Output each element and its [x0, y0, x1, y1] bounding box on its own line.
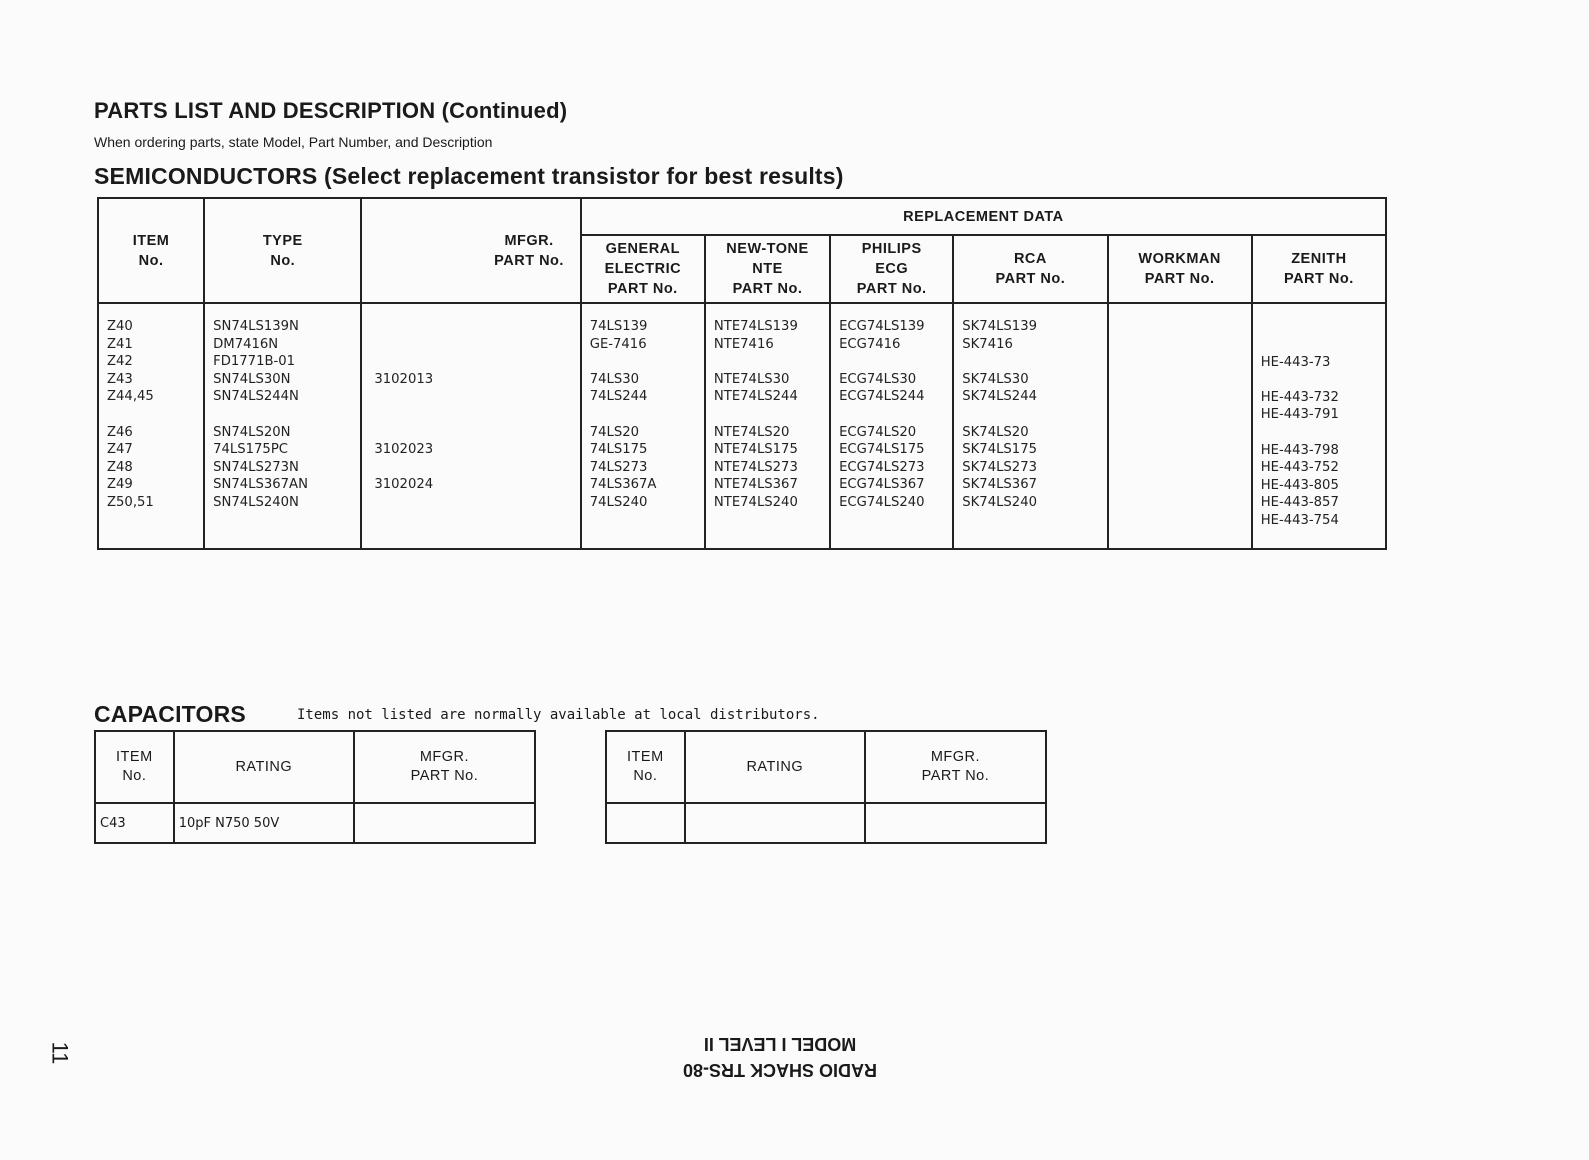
cap-right-header-item: ITEM No. — [606, 731, 685, 803]
workman-column — [1108, 303, 1252, 549]
semiconductors-title: SEMICONDUCTORS (Select replacement transistor for best results) — [94, 163, 844, 189]
cap-rating-cell — [685, 803, 865, 843]
cell-type: SN74LS20N — [213, 424, 291, 440]
zenith-column — [1252, 303, 1386, 549]
cell-ecg: ECG74LS240 — [839, 494, 925, 510]
cell-zenith: HE-443-73 — [1260, 354, 1331, 370]
cap-left-header-item: ITEM No. — [95, 731, 174, 803]
cell-ecg: ECG74LS20 — [839, 424, 917, 440]
cell-nte: NTE74LS30 — [713, 371, 790, 387]
cell-type: SN74LS273N — [213, 459, 299, 475]
cell-rca: SK74LS367 — [962, 477, 1037, 493]
ecg-column — [830, 303, 953, 549]
capacitors-note: Items not listed are normally available at local distributors. — [297, 707, 820, 723]
cell-ge: 74LS240 — [589, 494, 648, 510]
cell-item — [107, 406, 203, 424]
rca-column — [953, 303, 1107, 549]
cell-type: DM7416N — [213, 336, 279, 352]
cap-item-cell: C43 — [95, 803, 174, 843]
cell-ge: 74LS175 — [589, 442, 648, 458]
cell-mfgr — [374, 494, 579, 512]
cell-nte: NTE7416 — [713, 336, 774, 352]
col-header-rca: RCA PART No. — [953, 235, 1107, 303]
cell-ge: 74LS30 — [589, 371, 639, 387]
cell-nte: NTE74LS240 — [713, 494, 798, 510]
cell-type: SN74LS30N — [213, 371, 291, 387]
cell-rca — [962, 353, 1106, 371]
cell-ecg: ECG7416 — [839, 336, 901, 352]
capacitors-table-left — [94, 730, 536, 844]
cell-ge — [590, 353, 704, 371]
cell-workman — [1117, 494, 1251, 512]
cap-right-header-rating: RATING — [685, 731, 865, 803]
capacitors-title: CAPACITORS — [94, 701, 246, 727]
cell-workman — [1117, 441, 1251, 459]
cell-workman — [1117, 424, 1251, 442]
cell-nte: NTE74LS244 — [713, 389, 798, 405]
cell-workman — [1117, 318, 1251, 336]
cell-type: SN74LS367AN — [213, 477, 308, 493]
cell-item: Z44,45 — [107, 389, 154, 405]
replacement-data-header: REPLACEMENT DATA — [581, 198, 1386, 235]
cell-zenith — [1261, 371, 1385, 389]
col-header-ecg: PHILIPS ECG PART No. — [830, 235, 953, 303]
cell-zenith: HE-443-754 — [1260, 512, 1339, 528]
capacitors-table-right — [605, 730, 1047, 844]
cell-nte: NTE74LS273 — [713, 459, 798, 475]
footer-brand: RADIO SHACK TRS-80 — [682, 1060, 878, 1080]
cell-mfgr — [374, 459, 579, 477]
cell-type: SN74LS244N — [213, 389, 299, 405]
cell-rca — [962, 406, 1106, 424]
cell-mfgr: 3102024 — [374, 477, 434, 493]
semiconductors-table — [97, 197, 1387, 550]
col-header-zenith: ZENITH PART No. — [1252, 235, 1386, 303]
cell-ge: GE-7416 — [589, 336, 647, 352]
cap-left-header-mfgr: MFGR. PART No. — [354, 731, 535, 803]
cap-item-cell — [606, 803, 685, 843]
cap-mfgr-cell — [865, 803, 1046, 843]
table-row — [95, 803, 535, 843]
item-column — [98, 303, 204, 549]
footer-model: MODEL I LEVEL II — [703, 1034, 857, 1054]
cell-nte: NTE74LS367 — [713, 477, 798, 493]
cell-workman — [1117, 388, 1251, 406]
cell-item: Z42 — [107, 354, 133, 370]
cell-type: SN74LS139N — [213, 319, 299, 334]
cell-ge: 74LS273 — [589, 459, 648, 475]
page-title: PARTS LIST AND DESCRIPTION (Continued) — [94, 98, 568, 123]
cell-rca: SK74LS30 — [962, 371, 1029, 387]
cell-nte — [714, 353, 829, 371]
cell-rca: SK74LS244 — [962, 389, 1037, 405]
cell-ge: 74LS367A — [589, 477, 657, 493]
cell-workman — [1117, 336, 1251, 354]
cell-workman — [1117, 371, 1251, 389]
cap-right-header-mfgr: MFGR. PART No. — [865, 731, 1046, 803]
cell-item: Z47 — [107, 442, 133, 458]
cell-zenith: HE-443-791 — [1260, 407, 1339, 423]
ordering-instruction: When ordering parts, state Model, Part Number, and Description — [94, 134, 493, 150]
col-header-mfgr: MFGR. PART No. — [361, 198, 580, 303]
cell-ecg: ECG74LS244 — [839, 389, 925, 405]
cell-workman — [1117, 459, 1251, 477]
cell-ecg: ECG74LS273 — [839, 459, 925, 475]
table-row — [606, 803, 1046, 843]
cell-mfgr — [374, 353, 579, 371]
cell-type — [213, 406, 360, 424]
cell-zenith: HE-443-752 — [1260, 460, 1339, 476]
cell-mfgr: 3102023 — [374, 442, 434, 458]
cell-item: Z46 — [107, 424, 133, 440]
cell-mfgr — [374, 424, 579, 442]
cell-workman — [1117, 353, 1251, 371]
cell-zenith: HE-443-732 — [1260, 389, 1339, 405]
col-header-workman: WORKMAN PART No. — [1108, 235, 1252, 303]
cell-ecg — [839, 353, 952, 371]
col-header-ge: GENERAL ELECTRIC PART No. — [581, 235, 705, 303]
cell-rca: SK74LS240 — [962, 494, 1037, 510]
cell-ge: 74LS20 — [589, 424, 639, 440]
cell-nte: NTE74LS139 — [713, 319, 798, 334]
cell-ge: 74LS139 — [589, 319, 648, 334]
cell-item: Z41 — [107, 336, 133, 352]
cell-mfgr — [374, 336, 579, 354]
cell-item: Z50,51 — [107, 494, 154, 510]
cell-rca: SK7416 — [962, 336, 1013, 352]
cell-mfgr — [374, 406, 579, 424]
cell-ecg — [839, 406, 952, 424]
cell-type: FD1771B-01 — [213, 354, 296, 370]
cap-rating-cell: 10pF N750 50V — [174, 803, 354, 843]
cell-workman — [1117, 406, 1251, 424]
cell-mfgr: 3102013 — [374, 371, 434, 387]
cell-ecg: ECG74LS367 — [839, 477, 925, 493]
cap-left-header-rating: RATING — [174, 731, 354, 803]
cell-nte: NTE74LS175 — [713, 442, 798, 458]
cell-item: Z49 — [107, 477, 133, 493]
cell-zenith — [1261, 424, 1385, 442]
cell-item: Z48 — [107, 459, 133, 475]
cell-workman — [1117, 476, 1251, 494]
cell-item: Z40 — [107, 319, 133, 334]
cell-rca: SK74LS139 — [962, 319, 1037, 334]
nte-column — [705, 303, 830, 549]
cell-nte: NTE74LS20 — [713, 424, 790, 440]
cell-mfgr — [374, 388, 579, 406]
cell-rca: SK74LS20 — [962, 424, 1029, 440]
col-header-nte: NEW-TONE NTE PART No. — [705, 235, 830, 303]
cell-rca: SK74LS273 — [962, 459, 1037, 475]
cell-zenith: HE-443-805 — [1260, 477, 1339, 493]
ge-column — [581, 303, 705, 549]
cell-ecg: ECG74LS175 — [839, 442, 925, 458]
cell-ge — [590, 406, 704, 424]
cell-ecg: ECG74LS30 — [839, 371, 917, 387]
mfgr-column — [361, 303, 580, 549]
cell-zenith: HE-443-798 — [1260, 442, 1339, 458]
type-column — [204, 303, 361, 549]
col-header-item: ITEM No. — [98, 198, 204, 303]
cell-rca: SK74LS175 — [962, 442, 1037, 458]
col-header-type: TYPE No. — [204, 198, 361, 303]
cell-type: 74LS175PC — [213, 442, 288, 458]
cell-mfgr — [374, 318, 579, 336]
cell-zenith — [1261, 336, 1385, 354]
cell-nte — [714, 406, 829, 424]
cell-type: SN74LS240N — [213, 494, 299, 510]
page-number: 11 — [47, 1041, 73, 1065]
cell-zenith: HE-443-857 — [1260, 495, 1339, 511]
cell-ecg: ECG74LS139 — [839, 319, 925, 334]
cap-mfgr-cell — [354, 803, 535, 843]
cell-item: Z43 — [107, 371, 133, 387]
cell-ge: 74LS244 — [589, 389, 648, 405]
